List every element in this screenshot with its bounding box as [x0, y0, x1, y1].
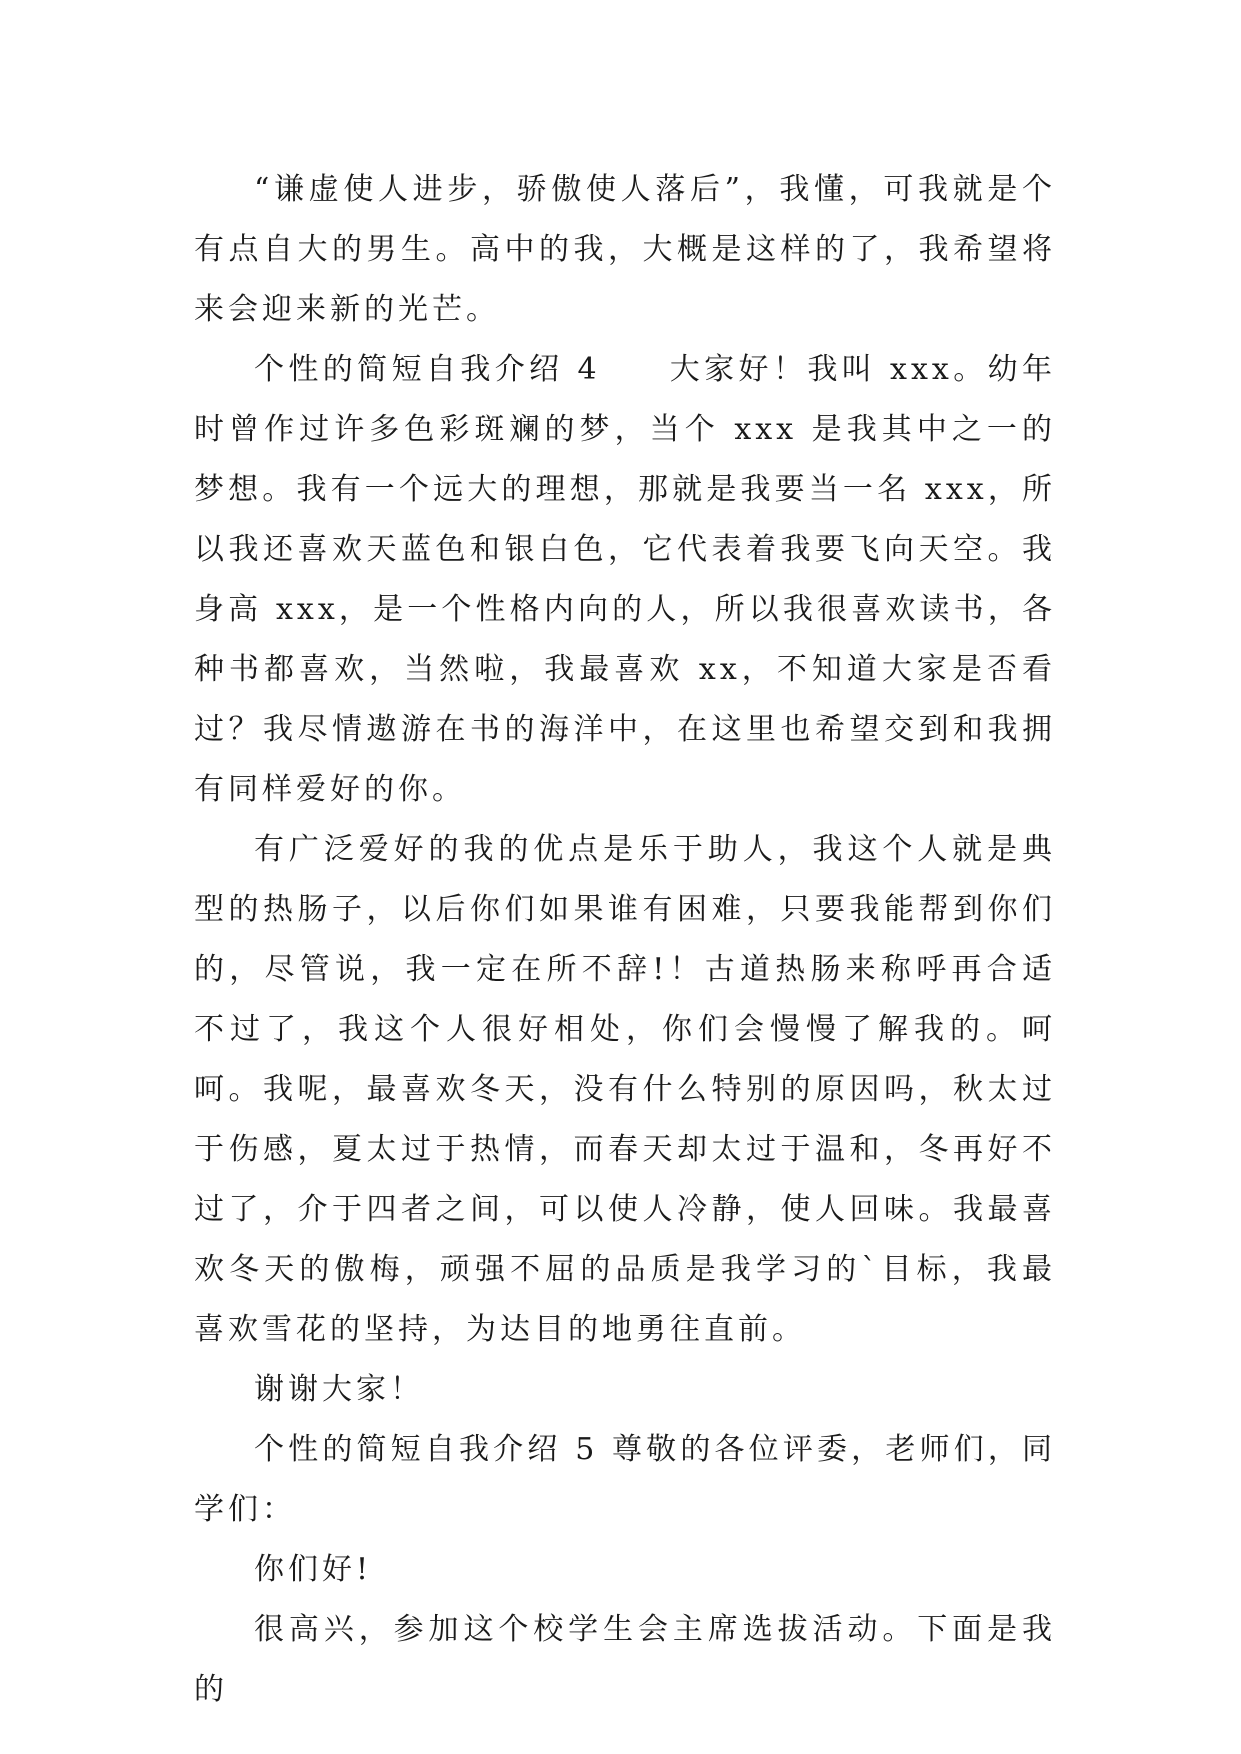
document-body	[194, 160, 1056, 1720]
paragraph-6: 你们好!	[254, 1552, 373, 1587]
paragraph-4: 谢谢大家！	[254, 1372, 424, 1407]
paragraph-3: 有广泛爱好的我的优点是乐于助人，我这个人就是典型的热肠子，以后你们如果谁有困难，只要我能帮到你们的，尽管说，我一定在所不辞!！古道热肠来称呼再合适不过了，我这个人很好相处，你们会慢慢了解我的。呵呵。我呢，最喜欢冬天，没有什么特别的原因吗，秋太过于伤感，夏太过于热情，而春天却太过于温和，冬再好不过了，介于四者之间，可以使人冷静，使人回味。我最喜欢冬天的傲梅，顽强不屈的品质是我学习的`目标，我最喜欢雪花的坚持，为达目的地勇往直前。	[194, 832, 1056, 1347]
paragraph-2: 个性的简短自我介绍 4 大家好！我叫 xxx。幼年时曾作过许多色彩斑斓的梦，当个 xxx 是我其中之一的梦想。我有一个远大的理想，那就是我要当一名 xxx，所以我还喜欢天蓝色和银白色，它代表着我要飞向天空。我身高 xxx，是一个性格内向的人，所以我很喜欢读书，各种书都喜欢，当然啦，我最喜欢 xx，不知道大家是否看过？我尽情遨游在书的海洋中，在这里也希望交到和我拥有同样爱好的你。	[194, 352, 1056, 807]
paragraph-5: 个性的简短自我介绍 5 尊敬的各位评委，老师们，同学们：	[194, 1432, 1056, 1527]
paragraph-1: “谦虚使人进步，骄傲使人落后”，我懂，可我就是个有点自大的男生。高中的我，大概是这样的了，我希望将来会迎来新的光芒。	[194, 172, 1056, 327]
paragraph-7: 很高兴，参加这个校学生会主席选拔活动。下面是我的	[194, 1612, 1056, 1707]
